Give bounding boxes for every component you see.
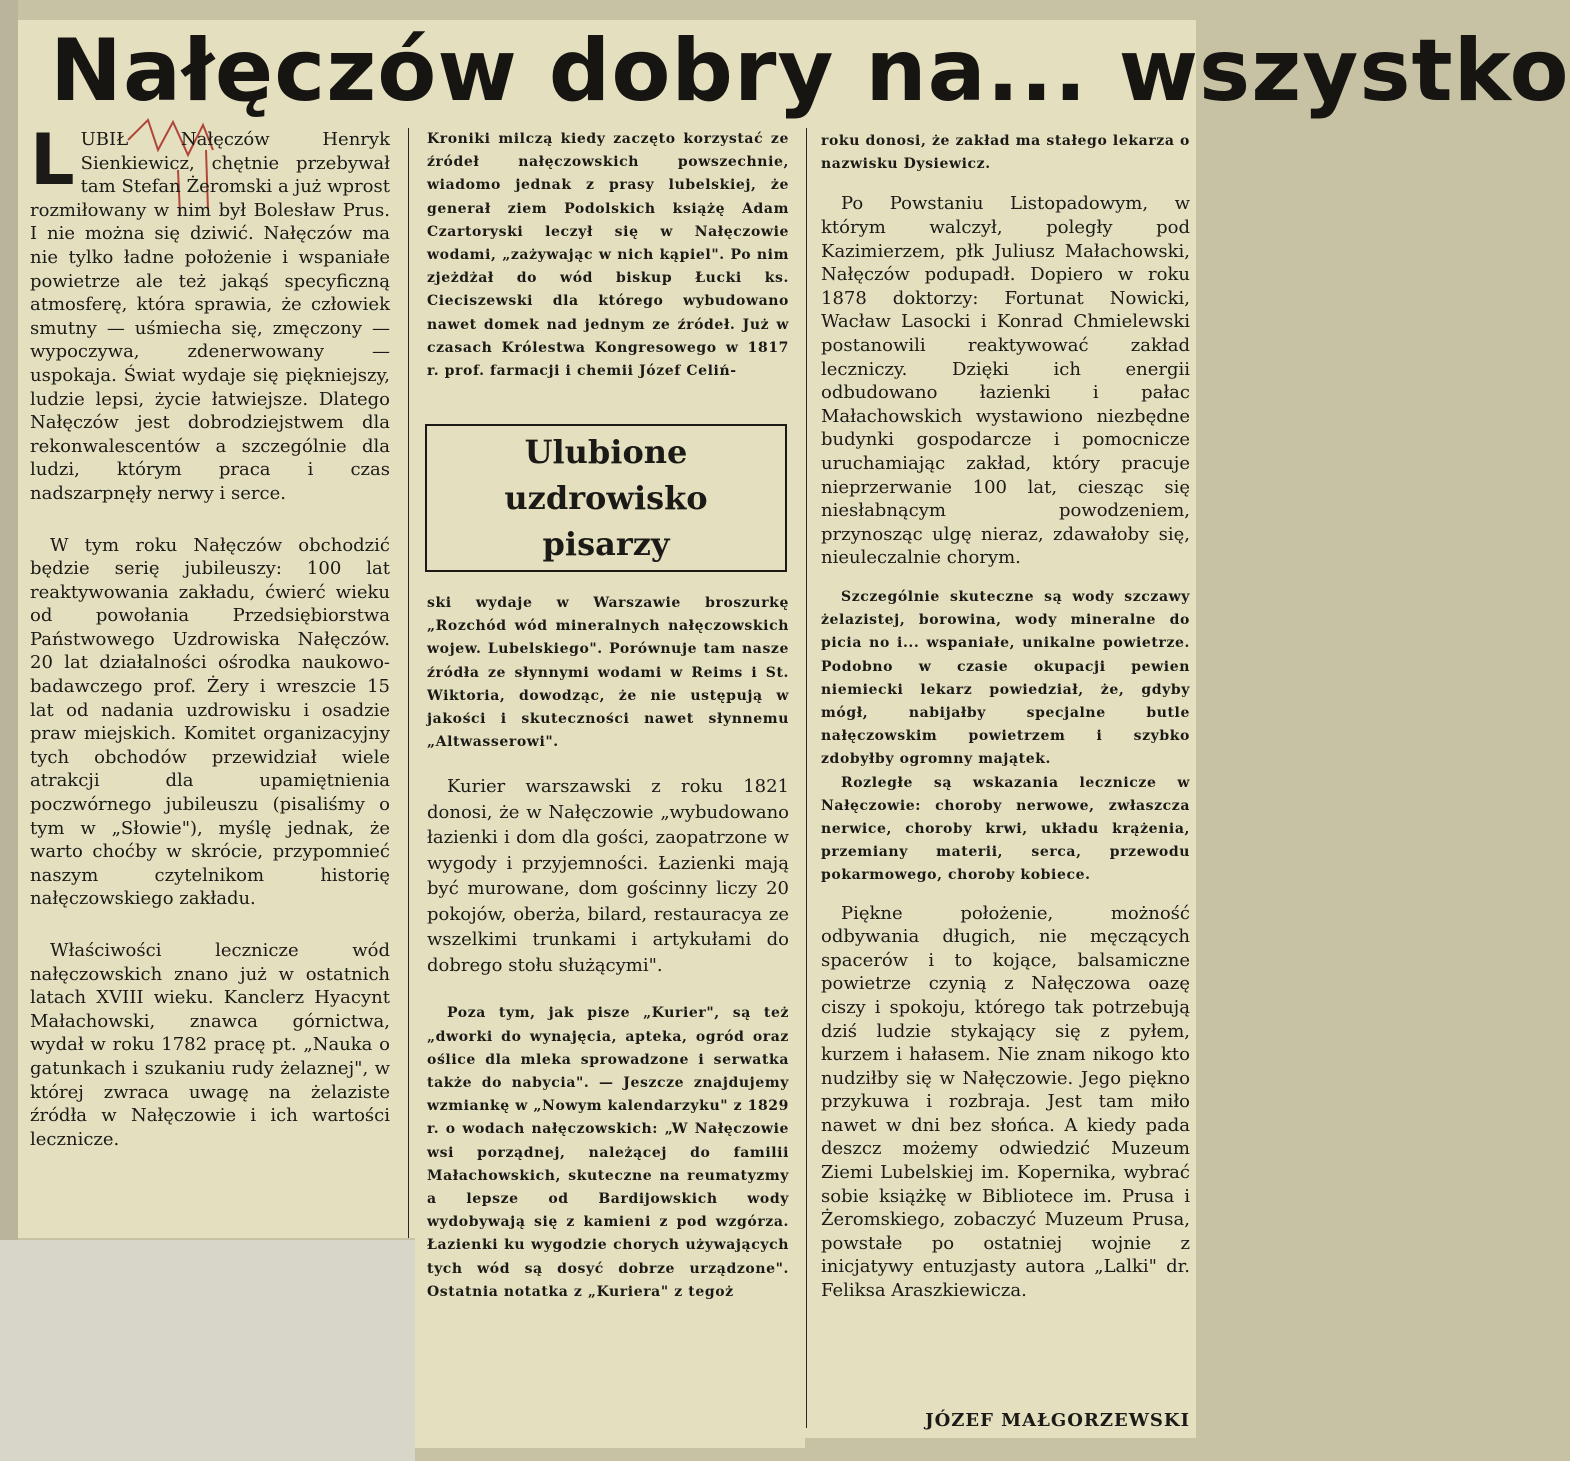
subheadline-line: pisarzy bbox=[542, 525, 670, 563]
paragraph-text: UBIŁ Nałęczów Henryk Sienkiewicz, chętnie przebywał tam Stefan Żeromski a już wprost rozmiłowany w nim był Bolesław Prus. I nie można się dziwić. Nałęczów ma nie tylko ładne położenie i wspaniałe powietrze ale też jakąś specyficzną atmosferę, która sprawia, że człowiek smutny — uśmiecha się, zmęczony — wypoczywa, zdenerwowany — uspokaja. Świat wydaje się piękniejszy, ludzie lepsi, życie łatwiejsze. Dlatego Nałęczów jest dobrodziejstwem dla rekonwalescentów a szczególnie dla ludzi, którym praca i czas nadszarpnęły nerwy i serce. bbox=[30, 129, 390, 504]
paragraph-chronicles: Kroniki milczą kiedy zaczęto korzystać ze źródeł nałęczowskich powszechnie, wiadomo jednak z prasy lubelskiej, że generał ziem Podolskich książę Adam Czartoryski leczył się w Nałęczowie wodami, „zażywając w nich kąpiel". Po nim zjeżdżał do wód biskup Łucki ks. Cieciszewski dla którego wybudowano nawet domek nad jednym ze źródeł. Już w czasach Królestwa Kongresowego w 1817 r. prof. farmacji i chemii Józef Celiń- bbox=[427, 131, 789, 380]
paragraph-closing: Piękne położenie, możność odbywania długich, nie męczących spacerów i to kojące, balsamiczne powietrze czynią z Nałęczowa oazę ciszy i spokoju, którego tak potrzebują dziś ludzie stykający się z pyłem, kurzem i hałasem. Nie znam nikogo kto nudziłby się w Nałęczowie. Jego piękno przykuwa i rozbraja. Jest tam miło nawet w dni bez słońca. A kiedy pada deszcz możemy odwiedzić Muzeum Ziemi Lubelskiej im. Kopernika, wybrać sobie książkę w Bibliotece im. Prusa i Żeromskiego, zobaczyć Muzeum Prusa, powstałe po ostatniej wojnie z inicjatywy entuzjasty autora „Lalki" dr. Feliksa Araszkiewicza. bbox=[821, 902, 1190, 1302]
subheadline-box bbox=[425, 424, 787, 572]
paragraph-jubilees: W tym roku Nałęczów obchodzić będzie serię jubileuszy: 100 lat reaktywowania zakładu, ćwierć wieku od powołania Przedsiębiorstwa Państwowego Uzdrowiska Nałęczów. 20 lat działalności ośrodka naukowo-badawczego prof. Żery i wreszcie 15 lat od nadania uzdrowisku i osadzie praw miejskich. Komitet organizacyjny tych obchodów przewidział wiele atrakcji dla upamiętnienia poczwórnego jubileuszu (pisaliśmy o tym w „Słowie"), myślę jednak, że warto choćby w skrócie, przypomnieć naszym czytelnikom historię nałęczowskiego zakładu. bbox=[30, 534, 390, 910]
paragraph-calendar: Poza tym, jak pisze „Kurier", są też „dworki do wynajęcia, apteka, ogród oraz oślice dla mleka sprowadzone i serwatka także do nabycia". — Jeszcze znajdujemy wzmiankę w „Nowym kalendarzyku" z 1829 r. o wodach nałęczowskich: „W Nałęczowie wsi porządnej, należącej do familii Małachowskich, skuteczne na reumatyzmy a lepsze od Bardijowskich wody wydobywają się z kamieni z pod wzgórza. Łazienki ku wygodzie chorych używających tych wód są dosyć dobrze urządzone". Ostatnia notatka z „Kuriera" z tegoż bbox=[427, 1005, 789, 1300]
paragraph-waters: Szczególnie skuteczne są wody szczawy żelazistej, borowina, wody mineralne do picia no i... wspaniałe, unikalne powietrze. Podobno w czasie okupacji pewien niemiecki lekarz powiedział, że, gdyby mógł, nabijałby specjalne butle nałęczowskim powietrzem i szybko zdobyłby ogromny majątek. bbox=[821, 588, 1190, 768]
lead-paragraph bbox=[30, 119, 390, 506]
column-divider bbox=[806, 128, 807, 1428]
article-column-2-bottom bbox=[427, 592, 789, 1304]
paragraph-healing-properties: Właściwości lecznicze wód nałęczowskich znano już w ostatnich latach XVIII wieku. Kanclerz Hyacynt Małachowski, znawca górnictwa, wydał w roku 1782 pracę pt. „Nauka o gatunkach i szukaniu rudy żelaznej", w której zwraca uwagę na żelaziste źródła w Nałęczowie i ich wartości lecznicze. bbox=[30, 940, 390, 1150]
paragraph-brochure: ski wydaje w Warszawie broszurkę „Rozchód wód mineralnych nałęczowskich wojew. Lubelskiego". Porównuje tam nasze źródła ze słynnymi wodami w Reims i St. Wiktoria, dowodząc, że nie ustępują w jakości i skuteczności nawet słynnemu „Altwasserowi". bbox=[427, 595, 789, 751]
article-column-2-top bbox=[427, 128, 789, 383]
drop-cap: L bbox=[30, 119, 75, 201]
scan-margin bbox=[0, 1240, 415, 1461]
paragraph-reactivation: Po Powstaniu Listopadowym, w którym walczył, poległy pod Kazimierzem, płk Juliusz Małachowski, Nałęczów podupadł. Dopiero w roku 1878 doktorzy: Fortunat Nowicki, Wacław Lasocki i Konrad Chmielewski postanowili reaktywować zakład leczniczy. Dzięki ich energii odbudowano łazienki i pałac Małachowskich wystawiono niezbędne budynki gospodarcze i pomocnicze uruchamiając zakład, który pracuje nieprzerwanie 100 lat, ciesząc się niesłabnącym powodzeniem, przynosząc ulgę nieraz, zdawałoby się, nieuleczalnie chorym. bbox=[821, 193, 1190, 569]
article-column-3 bbox=[821, 130, 1190, 1303]
paragraph-kurier: Kurier warszawski z roku 1821 donosi, że w Nałęczowie „wybudowano łazienki i dom dla gości, zaopatrzone w wygody i przyjemności. Łazienki mają być murowane, dom gościnny liczy 20 pokojów, oberża, bilard, restauracya ze wszelkimi trunkami i artykułami do dobrego stołu służącymi". bbox=[427, 776, 789, 976]
subheadline-line: Ulubione bbox=[524, 433, 688, 471]
paragraph-indications: Rozległe są wskazania lecznicze w Nałęczowie: choroby nerwowe, zwłaszcza nerwice, choroby krwi, układu krążenia, przemiany materii, serca, przewodu pokarmowego, choroby kobiece. bbox=[821, 774, 1190, 884]
paragraph-doctor: roku donosi, że zakład ma stałego lekarza o nazwisku Dysiewicz. bbox=[821, 133, 1190, 173]
article-headline: Nałęczów dobry na... wszystko bbox=[50, 21, 1570, 121]
author-signature: JÓZEF MAŁGORZEWSKI bbox=[925, 1410, 1190, 1431]
subheadline-line: uzdrowisko bbox=[504, 479, 708, 517]
article-column-1 bbox=[30, 119, 390, 1151]
column-divider bbox=[408, 128, 409, 1238]
